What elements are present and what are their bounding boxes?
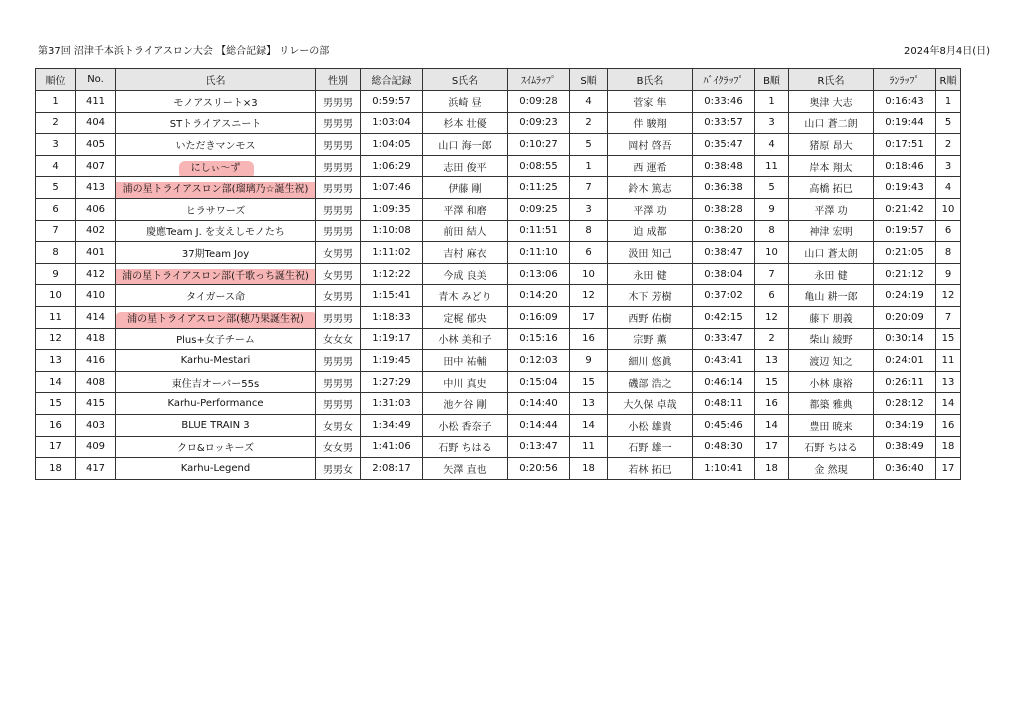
bike-name-cell: 大久保 卓哉 bbox=[608, 393, 693, 415]
bike-lap-cell: 0:45:46 bbox=[693, 414, 755, 436]
column-header: ﾗﾝﾗｯﾌﾟ bbox=[874, 69, 936, 91]
column-header: S氏名 bbox=[423, 69, 508, 91]
run-rank-cell: 11 bbox=[936, 350, 961, 372]
total-time-cell: 1:18:33 bbox=[361, 306, 423, 328]
run-lap-cell: 0:21:42 bbox=[874, 198, 936, 220]
run-rank-cell: 4 bbox=[936, 177, 961, 199]
run-name-cell: 都築 雅典 bbox=[789, 393, 874, 415]
run-lap-cell: 0:19:43 bbox=[874, 177, 936, 199]
team-name-cell: 東住吉オーバー55s bbox=[116, 371, 316, 393]
gender-cell: 男男男 bbox=[316, 91, 361, 113]
total-time-cell: 0:59:57 bbox=[361, 91, 423, 113]
event-date: 2024年8月4日(日) bbox=[904, 46, 990, 57]
rank-cell: 5 bbox=[36, 177, 76, 199]
bike-rank-cell: 1 bbox=[755, 91, 789, 113]
bike-rank-cell: 15 bbox=[755, 371, 789, 393]
table-row bbox=[36, 393, 961, 415]
bike-lap-cell: 0:33:47 bbox=[693, 328, 755, 350]
highlight-mark: 浦の星トライアスロン部(穂乃果誕生祝) bbox=[123, 309, 308, 326]
swim-name-cell: 池ケ谷 剛 bbox=[423, 393, 508, 415]
rank-cell: 9 bbox=[36, 263, 76, 285]
swim-name-cell: 田中 祐輔 bbox=[423, 350, 508, 372]
bike-lap-cell: 0:35:47 bbox=[693, 134, 755, 156]
bike-rank-cell: 6 bbox=[755, 285, 789, 307]
swim-lap-cell: 0:09:25 bbox=[508, 198, 570, 220]
swim-name-cell: 小林 美和子 bbox=[423, 328, 508, 350]
gender-cell: 女女男 bbox=[316, 436, 361, 458]
gender-cell: 男男男 bbox=[316, 350, 361, 372]
rank-cell: 3 bbox=[36, 134, 76, 156]
rank-cell: 11 bbox=[36, 306, 76, 328]
bike-lap-cell: 1:10:41 bbox=[693, 458, 755, 480]
gender-cell: 男男男 bbox=[316, 112, 361, 134]
number-cell: 410 bbox=[76, 285, 116, 307]
bike-lap-cell: 0:37:02 bbox=[693, 285, 755, 307]
swim-rank-cell: 16 bbox=[570, 328, 608, 350]
column-header: 総合記録 bbox=[361, 69, 423, 91]
table-row bbox=[36, 436, 961, 458]
swim-lap-cell: 0:13:47 bbox=[508, 436, 570, 458]
rank-cell: 10 bbox=[36, 285, 76, 307]
table-row bbox=[36, 242, 961, 264]
number-cell: 402 bbox=[76, 220, 116, 242]
rank-cell: 14 bbox=[36, 371, 76, 393]
swim-rank-cell: 11 bbox=[570, 436, 608, 458]
run-rank-cell: 6 bbox=[936, 220, 961, 242]
run-name-cell: 奥津 大志 bbox=[789, 91, 874, 113]
bike-name-cell: 石野 雄一 bbox=[608, 436, 693, 458]
swim-lap-cell: 0:13:06 bbox=[508, 263, 570, 285]
swim-rank-cell: 6 bbox=[570, 242, 608, 264]
run-lap-cell: 0:20:09 bbox=[874, 306, 936, 328]
column-header: S順 bbox=[570, 69, 608, 91]
table-header-row bbox=[36, 69, 961, 91]
gender-cell: 男男男 bbox=[316, 393, 361, 415]
rank-cell: 17 bbox=[36, 436, 76, 458]
run-name-cell: 金 然現 bbox=[789, 458, 874, 480]
bike-name-cell: 西野 佑樹 bbox=[608, 306, 693, 328]
bike-lap-cell: 0:33:46 bbox=[693, 91, 755, 113]
team-name-cell: Plus+女子チーム bbox=[116, 328, 316, 350]
bike-name-cell: 鈴木 篤志 bbox=[608, 177, 693, 199]
number-cell: 409 bbox=[76, 436, 116, 458]
number-cell: 418 bbox=[76, 328, 116, 350]
swim-rank-cell: 15 bbox=[570, 371, 608, 393]
rank-cell: 4 bbox=[36, 155, 76, 177]
table-row bbox=[36, 306, 961, 328]
swim-name-cell: 前田 結人 bbox=[423, 220, 508, 242]
table-row bbox=[36, 263, 961, 285]
number-cell: 411 bbox=[76, 91, 116, 113]
team-name-cell: Karhu-Performance bbox=[116, 393, 316, 415]
total-time-cell: 1:10:08 bbox=[361, 220, 423, 242]
rank-cell: 18 bbox=[36, 458, 76, 480]
run-rank-cell: 3 bbox=[936, 155, 961, 177]
swim-rank-cell: 5 bbox=[570, 134, 608, 156]
column-header: 順位 bbox=[36, 69, 76, 91]
swim-lap-cell: 0:09:28 bbox=[508, 91, 570, 113]
team-name-cell: ヒラサワーズ bbox=[116, 198, 316, 220]
swim-rank-cell: 17 bbox=[570, 306, 608, 328]
bike-name-cell: 磯部 浩之 bbox=[608, 371, 693, 393]
swim-lap-cell: 0:20:56 bbox=[508, 458, 570, 480]
column-header: ｽｲﾑﾗｯﾌﾟ bbox=[508, 69, 570, 91]
total-time-cell: 1:19:45 bbox=[361, 350, 423, 372]
column-header: No. bbox=[76, 69, 116, 91]
team-name-cell: 慶應Team J. を支えしモノたち bbox=[116, 220, 316, 242]
gender-cell: 女男男 bbox=[316, 263, 361, 285]
bike-name-cell: 迫 成都 bbox=[608, 220, 693, 242]
bike-rank-cell: 18 bbox=[755, 458, 789, 480]
run-rank-cell: 7 bbox=[936, 306, 961, 328]
swim-name-cell: 山口 海一郎 bbox=[423, 134, 508, 156]
table-row bbox=[36, 220, 961, 242]
swim-lap-cell: 0:08:55 bbox=[508, 155, 570, 177]
team-name-cell: クロ&ロッキーズ bbox=[116, 436, 316, 458]
bike-rank-cell: 2 bbox=[755, 328, 789, 350]
total-time-cell: 1:12:22 bbox=[361, 263, 423, 285]
swim-rank-cell: 18 bbox=[570, 458, 608, 480]
swim-rank-cell: 10 bbox=[570, 263, 608, 285]
team-name-cell: タイガース命 bbox=[116, 285, 316, 307]
run-lap-cell: 0:26:11 bbox=[874, 371, 936, 393]
bike-name-cell: 西 運希 bbox=[608, 155, 693, 177]
run-lap-cell: 0:24:01 bbox=[874, 350, 936, 372]
bike-name-cell: 平澤 功 bbox=[608, 198, 693, 220]
bike-lap-cell: 0:36:38 bbox=[693, 177, 755, 199]
total-time-cell: 1:27:29 bbox=[361, 371, 423, 393]
column-header: 氏名 bbox=[116, 69, 316, 91]
run-rank-cell: 14 bbox=[936, 393, 961, 415]
swim-lap-cell: 0:11:25 bbox=[508, 177, 570, 199]
run-lap-cell: 0:21:05 bbox=[874, 242, 936, 264]
bike-lap-cell: 0:48:11 bbox=[693, 393, 755, 415]
run-name-cell: 亀山 耕一郎 bbox=[789, 285, 874, 307]
column-header: ﾊﾞｲｸﾗｯﾌﾟ bbox=[693, 69, 755, 91]
run-lap-cell: 0:21:12 bbox=[874, 263, 936, 285]
team-name-cell bbox=[116, 155, 316, 177]
table-row bbox=[36, 112, 961, 134]
bike-rank-cell: 13 bbox=[755, 350, 789, 372]
total-time-cell: 1:19:17 bbox=[361, 328, 423, 350]
gender-cell: 男男男 bbox=[316, 177, 361, 199]
column-header: 性別 bbox=[316, 69, 361, 91]
number-cell: 413 bbox=[76, 177, 116, 199]
run-lap-cell: 0:38:49 bbox=[874, 436, 936, 458]
run-name-cell: 藤下 朋義 bbox=[789, 306, 874, 328]
run-lap-cell: 0:19:44 bbox=[874, 112, 936, 134]
swim-name-cell: 青木 みどり bbox=[423, 285, 508, 307]
run-name-cell: 猪原 昂大 bbox=[789, 134, 874, 156]
run-name-cell: 山口 蒼二朗 bbox=[789, 112, 874, 134]
gender-cell: 男男男 bbox=[316, 306, 361, 328]
bike-rank-cell: 16 bbox=[755, 393, 789, 415]
run-name-cell: 永田 健 bbox=[789, 263, 874, 285]
total-time-cell: 1:06:29 bbox=[361, 155, 423, 177]
swim-lap-cell: 0:14:44 bbox=[508, 414, 570, 436]
gender-cell: 男男男 bbox=[316, 155, 361, 177]
bike-rank-cell: 5 bbox=[755, 177, 789, 199]
run-rank-cell: 13 bbox=[936, 371, 961, 393]
gender-cell: 男男男 bbox=[316, 198, 361, 220]
bike-lap-cell: 0:38:48 bbox=[693, 155, 755, 177]
swim-lap-cell: 0:15:04 bbox=[508, 371, 570, 393]
gender-cell: 女男男 bbox=[316, 285, 361, 307]
bike-name-cell: 細川 悠眞 bbox=[608, 350, 693, 372]
total-time-cell: 1:07:46 bbox=[361, 177, 423, 199]
highlight-mark: 浦の星トライアスロン部(瑠璃乃☆誕生祝) bbox=[119, 179, 313, 196]
bike-lap-cell: 0:33:57 bbox=[693, 112, 755, 134]
table-row bbox=[36, 285, 961, 307]
gender-cell: 男男男 bbox=[316, 371, 361, 393]
table-body bbox=[36, 91, 961, 480]
swim-name-cell: 吉村 麻衣 bbox=[423, 242, 508, 264]
swim-lap-cell: 0:10:27 bbox=[508, 134, 570, 156]
run-lap-cell: 0:34:19 bbox=[874, 414, 936, 436]
number-cell: 408 bbox=[76, 371, 116, 393]
gender-cell: 男男男 bbox=[316, 220, 361, 242]
table-row bbox=[36, 350, 961, 372]
bike-lap-cell: 0:38:28 bbox=[693, 198, 755, 220]
run-lap-cell: 0:18:46 bbox=[874, 155, 936, 177]
swim-name-cell: 杉本 壮優 bbox=[423, 112, 508, 134]
table-row bbox=[36, 458, 961, 480]
table-row bbox=[36, 198, 961, 220]
total-time-cell: 1:11:02 bbox=[361, 242, 423, 264]
number-cell: 407 bbox=[76, 155, 116, 177]
bike-lap-cell: 0:38:20 bbox=[693, 220, 755, 242]
table-row bbox=[36, 328, 961, 350]
run-lap-cell: 0:24:19 bbox=[874, 285, 936, 307]
bike-name-cell: 伴 駿翔 bbox=[608, 112, 693, 134]
number-cell: 417 bbox=[76, 458, 116, 480]
rank-cell: 6 bbox=[36, 198, 76, 220]
bike-lap-cell: 0:48:30 bbox=[693, 436, 755, 458]
bike-rank-cell: 10 bbox=[755, 242, 789, 264]
run-name-cell: 渡辺 知之 bbox=[789, 350, 874, 372]
swim-rank-cell: 14 bbox=[570, 414, 608, 436]
rank-cell: 8 bbox=[36, 242, 76, 264]
run-rank-cell: 10 bbox=[936, 198, 961, 220]
bike-name-cell: 菅家 隼 bbox=[608, 91, 693, 113]
swim-rank-cell: 3 bbox=[570, 198, 608, 220]
run-lap-cell: 0:28:12 bbox=[874, 393, 936, 415]
swim-name-cell: 伊藤 剛 bbox=[423, 177, 508, 199]
run-name-cell: 平澤 功 bbox=[789, 198, 874, 220]
gender-cell: 女男男 bbox=[316, 242, 361, 264]
swim-lap-cell: 0:16:09 bbox=[508, 306, 570, 328]
run-rank-cell: 17 bbox=[936, 458, 961, 480]
swim-name-cell: 志田 俊平 bbox=[423, 155, 508, 177]
swim-lap-cell: 0:11:51 bbox=[508, 220, 570, 242]
swim-name-cell: 浜崎 昼 bbox=[423, 91, 508, 113]
swim-lap-cell: 0:14:40 bbox=[508, 393, 570, 415]
swim-rank-cell: 13 bbox=[570, 393, 608, 415]
highlight-mark: にしぃ～ず bbox=[187, 158, 245, 175]
run-name-cell: 豊田 暁来 bbox=[789, 414, 874, 436]
team-name-cell: STトライアスニート bbox=[116, 112, 316, 134]
bike-rank-cell: 9 bbox=[755, 198, 789, 220]
run-rank-cell: 16 bbox=[936, 414, 961, 436]
number-cell: 404 bbox=[76, 112, 116, 134]
total-time-cell: 1:15:41 bbox=[361, 285, 423, 307]
run-name-cell: 山口 蒼太朗 bbox=[789, 242, 874, 264]
team-name-cell bbox=[116, 263, 316, 285]
number-cell: 405 bbox=[76, 134, 116, 156]
rank-cell: 2 bbox=[36, 112, 76, 134]
run-lap-cell: 0:16:43 bbox=[874, 91, 936, 113]
run-rank-cell: 8 bbox=[936, 242, 961, 264]
swim-rank-cell: 4 bbox=[570, 91, 608, 113]
swim-rank-cell: 1 bbox=[570, 155, 608, 177]
swim-name-cell: 平澤 和磨 bbox=[423, 198, 508, 220]
team-name-cell bbox=[116, 306, 316, 328]
swim-lap-cell: 0:15:16 bbox=[508, 328, 570, 350]
column-header: R氏名 bbox=[789, 69, 874, 91]
swim-rank-cell: 12 bbox=[570, 285, 608, 307]
team-name-cell: 37期Team Joy bbox=[116, 242, 316, 264]
highlight-mark: 浦の星トライアスロン部(千歌っち誕生祝) bbox=[118, 266, 313, 283]
table-row bbox=[36, 177, 961, 199]
bike-rank-cell: 7 bbox=[755, 263, 789, 285]
table-row bbox=[36, 371, 961, 393]
results-table bbox=[35, 68, 961, 480]
bike-name-cell: 若林 拓巳 bbox=[608, 458, 693, 480]
bike-rank-cell: 17 bbox=[755, 436, 789, 458]
total-time-cell: 2:08:17 bbox=[361, 458, 423, 480]
total-time-cell: 1:09:35 bbox=[361, 198, 423, 220]
bike-rank-cell: 3 bbox=[755, 112, 789, 134]
number-cell: 406 bbox=[76, 198, 116, 220]
run-rank-cell: 15 bbox=[936, 328, 961, 350]
rank-cell: 13 bbox=[36, 350, 76, 372]
run-name-cell: 柴山 綾野 bbox=[789, 328, 874, 350]
run-name-cell: 岸本 翔太 bbox=[789, 155, 874, 177]
rank-cell: 1 bbox=[36, 91, 76, 113]
bike-rank-cell: 14 bbox=[755, 414, 789, 436]
run-name-cell: 小林 康裕 bbox=[789, 371, 874, 393]
number-cell: 415 bbox=[76, 393, 116, 415]
bike-rank-cell: 4 bbox=[755, 134, 789, 156]
swim-lap-cell: 0:12:03 bbox=[508, 350, 570, 372]
run-lap-cell: 0:19:57 bbox=[874, 220, 936, 242]
team-name-cell: モノアスリート×3 bbox=[116, 91, 316, 113]
swim-lap-cell: 0:09:23 bbox=[508, 112, 570, 134]
team-name-cell bbox=[116, 177, 316, 199]
column-header: B順 bbox=[755, 69, 789, 91]
team-name-cell: Karhu-Legend bbox=[116, 458, 316, 480]
rank-cell: 15 bbox=[36, 393, 76, 415]
rank-cell: 7 bbox=[36, 220, 76, 242]
swim-name-cell: 今成 良美 bbox=[423, 263, 508, 285]
number-cell: 416 bbox=[76, 350, 116, 372]
bike-lap-cell: 0:46:14 bbox=[693, 371, 755, 393]
total-time-cell: 1:41:06 bbox=[361, 436, 423, 458]
swim-lap-cell: 0:14:20 bbox=[508, 285, 570, 307]
column-header: B氏名 bbox=[608, 69, 693, 91]
run-rank-cell: 5 bbox=[936, 112, 961, 134]
gender-cell: 女女女 bbox=[316, 328, 361, 350]
gender-cell: 男男女 bbox=[316, 458, 361, 480]
swim-name-cell: 矢澤 直也 bbox=[423, 458, 508, 480]
total-time-cell: 1:03:04 bbox=[361, 112, 423, 134]
number-cell: 414 bbox=[76, 306, 116, 328]
gender-cell: 男男男 bbox=[316, 134, 361, 156]
table-row bbox=[36, 91, 961, 113]
bike-name-cell: 汲田 知己 bbox=[608, 242, 693, 264]
number-cell: 412 bbox=[76, 263, 116, 285]
swim-lap-cell: 0:11:10 bbox=[508, 242, 570, 264]
bike-name-cell: 木下 芳樹 bbox=[608, 285, 693, 307]
swim-rank-cell: 8 bbox=[570, 220, 608, 242]
column-header: R順 bbox=[936, 69, 961, 91]
run-rank-cell: 12 bbox=[936, 285, 961, 307]
table-row bbox=[36, 414, 961, 436]
team-name-cell: Karhu-Mestari bbox=[116, 350, 316, 372]
run-rank-cell: 18 bbox=[936, 436, 961, 458]
page-title: 第37回 沼津千本浜トライアスロン大会 【総合記録】 リレーの部 bbox=[38, 46, 330, 57]
bike-lap-cell: 0:43:41 bbox=[693, 350, 755, 372]
run-rank-cell: 1 bbox=[936, 91, 961, 113]
rank-cell: 16 bbox=[36, 414, 76, 436]
run-lap-cell: 0:17:51 bbox=[874, 134, 936, 156]
run-name-cell: 高橋 拓巳 bbox=[789, 177, 874, 199]
bike-rank-cell: 12 bbox=[755, 306, 789, 328]
bike-name-cell: 宗野 薫 bbox=[608, 328, 693, 350]
run-lap-cell: 0:30:14 bbox=[874, 328, 936, 350]
rank-cell: 12 bbox=[36, 328, 76, 350]
swim-rank-cell: 2 bbox=[570, 112, 608, 134]
gender-cell: 女男女 bbox=[316, 414, 361, 436]
swim-name-cell: 石野 ちはる bbox=[423, 436, 508, 458]
bike-name-cell: 小松 雄貴 bbox=[608, 414, 693, 436]
run-rank-cell: 9 bbox=[936, 263, 961, 285]
run-name-cell: 石野 ちはる bbox=[789, 436, 874, 458]
swim-name-cell: 小松 香奈子 bbox=[423, 414, 508, 436]
bike-name-cell: 永田 健 bbox=[608, 263, 693, 285]
total-time-cell: 1:34:49 bbox=[361, 414, 423, 436]
run-lap-cell: 0:36:40 bbox=[874, 458, 936, 480]
table-row bbox=[36, 134, 961, 156]
bike-rank-cell: 8 bbox=[755, 220, 789, 242]
bike-lap-cell: 0:42:15 bbox=[693, 306, 755, 328]
bike-lap-cell: 0:38:47 bbox=[693, 242, 755, 264]
bike-rank-cell: 11 bbox=[755, 155, 789, 177]
team-name-cell: いただきマンモス bbox=[116, 134, 316, 156]
bike-name-cell: 岡村 啓吾 bbox=[608, 134, 693, 156]
bike-lap-cell: 0:38:04 bbox=[693, 263, 755, 285]
swim-rank-cell: 9 bbox=[570, 350, 608, 372]
number-cell: 403 bbox=[76, 414, 116, 436]
swim-name-cell: 定梶 郁央 bbox=[423, 306, 508, 328]
table-row bbox=[36, 155, 961, 177]
number-cell: 401 bbox=[76, 242, 116, 264]
run-name-cell: 神津 宏明 bbox=[789, 220, 874, 242]
run-rank-cell: 2 bbox=[936, 134, 961, 156]
total-time-cell: 1:31:03 bbox=[361, 393, 423, 415]
total-time-cell: 1:04:05 bbox=[361, 134, 423, 156]
team-name-cell: BLUE TRAIN 3 bbox=[116, 414, 316, 436]
swim-rank-cell: 7 bbox=[570, 177, 608, 199]
swim-name-cell: 中川 真史 bbox=[423, 371, 508, 393]
